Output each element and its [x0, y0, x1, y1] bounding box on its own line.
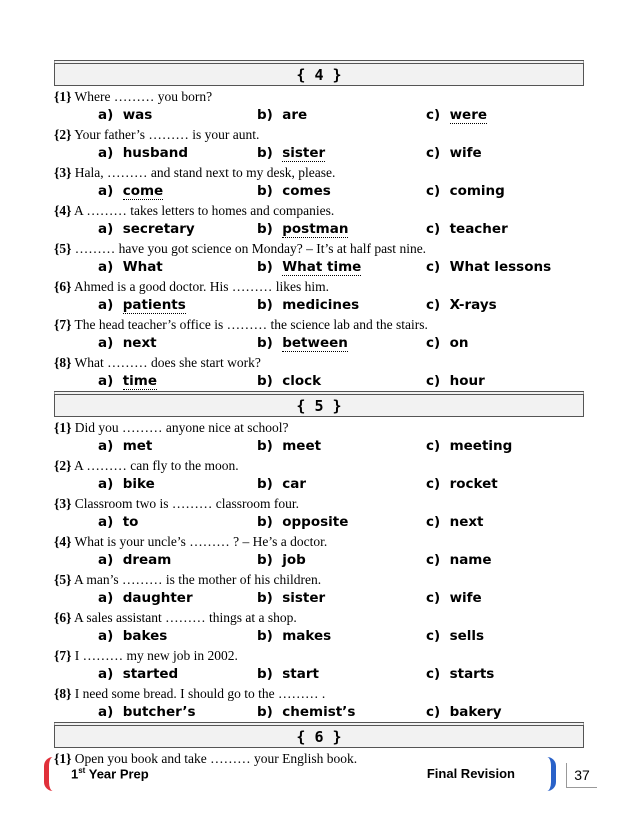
grade-text: Year Prep [85, 766, 149, 782]
option-letter: c) [426, 221, 450, 237]
question-body: A ……… can fly to the moon. [74, 458, 239, 473]
exercise-content [54, 60, 584, 768]
option-c [426, 513, 484, 531]
option-a [98, 182, 163, 200]
option-word: butcher’s [122, 704, 196, 720]
option-letter: a) [98, 438, 123, 454]
option-letter: a) [98, 628, 123, 644]
option-word: bike [122, 476, 155, 492]
page-number: 37 [566, 763, 597, 788]
option-a [98, 437, 152, 455]
option-letter: c) [426, 145, 450, 161]
footer-title: Final Revision [426, 766, 515, 781]
option-word: coming [449, 183, 505, 199]
option-letter: b) [257, 552, 283, 568]
option-a [98, 665, 178, 683]
answer-options [54, 372, 584, 390]
option-letter: a) [98, 259, 123, 275]
option-word: husband [122, 145, 188, 161]
option-b [257, 627, 331, 645]
option-c [426, 475, 498, 493]
answer-options [54, 475, 584, 493]
option-letter: b) [257, 666, 283, 682]
question-body: What ……… does she start work? [74, 355, 261, 370]
page-footer [44, 757, 594, 793]
option-letter: b) [257, 438, 283, 454]
option-word: bakes [122, 628, 168, 644]
option-a [98, 475, 155, 493]
option-b [257, 220, 348, 238]
option-letter: c) [426, 438, 450, 454]
answer-options [54, 513, 584, 531]
option-word: meet [282, 438, 322, 454]
option-c [426, 703, 502, 721]
option-b [257, 106, 307, 124]
option-word: wife [449, 145, 482, 161]
option-word: makes [282, 628, 332, 644]
answer-options [54, 220, 584, 238]
grade-label [71, 766, 149, 781]
option-letter: b) [257, 373, 283, 389]
option-b [257, 551, 306, 569]
option-word: What [122, 259, 163, 275]
question-number: {1} [54, 751, 72, 766]
option-letter: a) [98, 476, 123, 492]
option-word: next [449, 514, 484, 530]
option-a [98, 296, 186, 314]
option-c [426, 106, 487, 124]
option-letter: b) [257, 514, 283, 530]
question-body: A sales assistant ……… things at a shop. [74, 610, 297, 625]
option-letter: b) [257, 335, 283, 351]
option-a [98, 627, 167, 645]
option-letter: c) [426, 666, 450, 682]
option-b [257, 703, 355, 721]
option-letter: a) [98, 335, 123, 351]
option-word: meeting [449, 438, 513, 454]
option-letter: c) [426, 297, 450, 313]
answer-options [54, 258, 584, 276]
option-word: come [122, 183, 164, 199]
option-word: X-rays [449, 297, 497, 313]
option-a [98, 258, 163, 276]
option-a [98, 513, 138, 531]
option-letter: c) [426, 628, 450, 644]
option-word: met [122, 438, 153, 454]
question-number: {6} [54, 610, 72, 625]
answer-options [54, 703, 584, 721]
option-letter: b) [257, 476, 283, 492]
question-number: {1} [54, 420, 72, 435]
option-c [426, 182, 505, 200]
question-text [54, 278, 584, 296]
option-letter: b) [257, 107, 283, 123]
option-c [426, 589, 482, 607]
option-c [426, 296, 497, 314]
option-word: rocket [449, 476, 498, 492]
option-letter: c) [426, 107, 450, 123]
option-letter: a) [98, 514, 123, 530]
option-word: clock [282, 373, 322, 389]
answer-options [54, 589, 584, 607]
option-letter: c) [426, 259, 450, 275]
question-number: {5} [54, 241, 72, 256]
option-letter: a) [98, 704, 123, 720]
option-letter: a) [98, 221, 123, 237]
question-body: ……… have you got science on Monday? – It’s at half past nine. [74, 241, 427, 256]
option-word: start [282, 666, 319, 682]
question-text [54, 202, 584, 220]
answer-options [54, 665, 584, 683]
option-c [426, 551, 492, 569]
option-b [257, 296, 359, 314]
question-body: A ……… takes letters to homes and companies. [74, 203, 335, 218]
option-a [98, 220, 195, 238]
section-header: { 5 } [54, 391, 584, 417]
option-word: What lessons [449, 259, 552, 275]
question-body: A man’s ……… is the mother of his children. [74, 572, 322, 587]
answer-options [54, 334, 584, 352]
option-word: started [122, 666, 179, 682]
option-letter: a) [98, 183, 123, 199]
option-letter: c) [426, 373, 450, 389]
option-word: to [122, 514, 139, 530]
question-text [54, 354, 584, 372]
option-letter: a) [98, 107, 123, 123]
option-b [257, 665, 319, 683]
option-letter: c) [426, 183, 450, 199]
option-letter: a) [98, 666, 123, 682]
option-word: daughter [122, 590, 193, 606]
question-body: Your father’s ……… is your aunt. [74, 127, 260, 142]
option-letter: b) [257, 221, 283, 237]
question-number: {8} [54, 355, 72, 370]
option-a [98, 551, 171, 569]
option-word: were [449, 107, 488, 123]
option-letter: a) [98, 373, 123, 389]
option-word: time [122, 373, 157, 389]
option-word: are [282, 107, 308, 123]
option-letter: c) [426, 704, 450, 720]
option-word: starts [449, 666, 495, 682]
question-text [54, 240, 584, 258]
option-letter: b) [257, 297, 283, 313]
question-number: {3} [54, 496, 72, 511]
option-word: next [122, 335, 157, 351]
option-word: patients [122, 297, 186, 313]
option-a [98, 334, 157, 352]
answer-options [54, 437, 584, 455]
option-word: sells [449, 628, 485, 644]
option-letter: c) [426, 552, 450, 568]
question-number: {8} [54, 686, 72, 701]
question-body: Did you ……… anyone nice at school? [74, 420, 289, 435]
option-b [257, 334, 348, 352]
option-letter: a) [98, 145, 123, 161]
question-text [54, 647, 584, 665]
option-word: was [122, 107, 153, 123]
option-word: bakery [449, 704, 502, 720]
option-word: job [282, 552, 306, 568]
option-word: between [282, 335, 348, 351]
option-c [426, 372, 485, 390]
question-number: {2} [54, 458, 72, 473]
option-a [98, 144, 188, 162]
option-word: opposite [282, 514, 349, 530]
question-body: Where ……… you born? [74, 89, 213, 104]
option-c [426, 627, 484, 645]
question-text [54, 419, 584, 437]
option-letter: a) [98, 590, 123, 606]
question-body: Hala, ……… and stand next to my desk, please. [74, 165, 336, 180]
option-word: comes [282, 183, 331, 199]
option-letter: c) [426, 514, 450, 530]
option-a [98, 106, 152, 124]
option-word: secretary [122, 221, 195, 237]
question-text [54, 571, 584, 589]
answer-options [54, 144, 584, 162]
question-body: The head teacher’s office is ……… the science lab and the stairs. [74, 317, 428, 332]
option-c [426, 437, 512, 455]
option-b [257, 372, 321, 390]
option-word: on [449, 335, 469, 351]
answer-options [54, 106, 584, 124]
answer-options [54, 627, 584, 645]
option-a [98, 703, 196, 721]
question-body: What is your uncle’s ……… ? – He’s a doctor. [74, 534, 328, 549]
question-number: {1} [54, 89, 72, 104]
option-letter: b) [257, 259, 283, 275]
option-word: medicines [282, 297, 360, 313]
question-number: {7} [54, 648, 72, 663]
option-b [257, 437, 321, 455]
option-letter: b) [257, 704, 283, 720]
question-text [54, 457, 584, 475]
option-letter: b) [257, 628, 283, 644]
option-word: sister [282, 145, 326, 161]
answer-options [54, 296, 584, 314]
answer-options [54, 182, 584, 200]
option-word: name [449, 552, 492, 568]
question-number: {2} [54, 127, 72, 142]
option-c [426, 144, 482, 162]
question-number: {7} [54, 317, 72, 332]
option-letter: c) [426, 590, 450, 606]
option-b [257, 513, 348, 531]
option-word: sister [282, 590, 326, 606]
question-text [54, 126, 584, 144]
question-number: {4} [54, 203, 72, 218]
option-c [426, 220, 508, 238]
option-letter: b) [257, 590, 283, 606]
question-text [54, 685, 584, 703]
option-b [257, 182, 331, 200]
question-number: {6} [54, 279, 72, 294]
option-b [257, 144, 325, 162]
option-word: hour [449, 373, 485, 389]
question-text [54, 316, 584, 334]
option-letter: b) [257, 145, 283, 161]
option-c [426, 258, 551, 276]
question-body: Ahmed is a good doctor. His ……… likes him. [74, 279, 330, 294]
option-a [98, 372, 157, 390]
question-number: {4} [54, 534, 72, 549]
option-a [98, 589, 193, 607]
question-number: {5} [54, 572, 72, 587]
footer-banner [44, 757, 556, 791]
question-body: I need some bread. I should go to the ……… . [74, 686, 326, 701]
option-word: wife [449, 590, 482, 606]
question-body: I ……… my new job in 2002. [74, 648, 238, 663]
answer-options [54, 551, 584, 569]
grade-number: 1 [71, 766, 79, 782]
option-letter: a) [98, 552, 123, 568]
option-word: dream [122, 552, 172, 568]
option-b [257, 258, 361, 276]
question-text [54, 164, 584, 182]
question-body: Open you book and take ……… your English book. [74, 751, 358, 766]
section-header: { 4 } [54, 60, 584, 86]
option-word: teacher [449, 221, 508, 237]
option-word: car [282, 476, 307, 492]
option-letter: c) [426, 335, 450, 351]
option-letter: c) [426, 476, 450, 492]
question-number: {3} [54, 165, 72, 180]
grade-suffix: st [78, 766, 86, 775]
option-letter: a) [98, 297, 123, 313]
option-b [257, 475, 306, 493]
option-letter: b) [257, 183, 283, 199]
question-text [54, 533, 584, 551]
option-c [426, 334, 468, 352]
question-text [54, 88, 584, 106]
question-text [54, 609, 584, 627]
question-body: Classroom two is ……… classroom four. [74, 496, 300, 511]
option-c [426, 665, 494, 683]
option-word: chemist’s [282, 704, 356, 720]
option-word: What time [282, 259, 362, 275]
option-b [257, 589, 325, 607]
question-text [54, 495, 584, 513]
option-word: postman [282, 221, 349, 237]
section-header: { 6 } [54, 722, 584, 748]
